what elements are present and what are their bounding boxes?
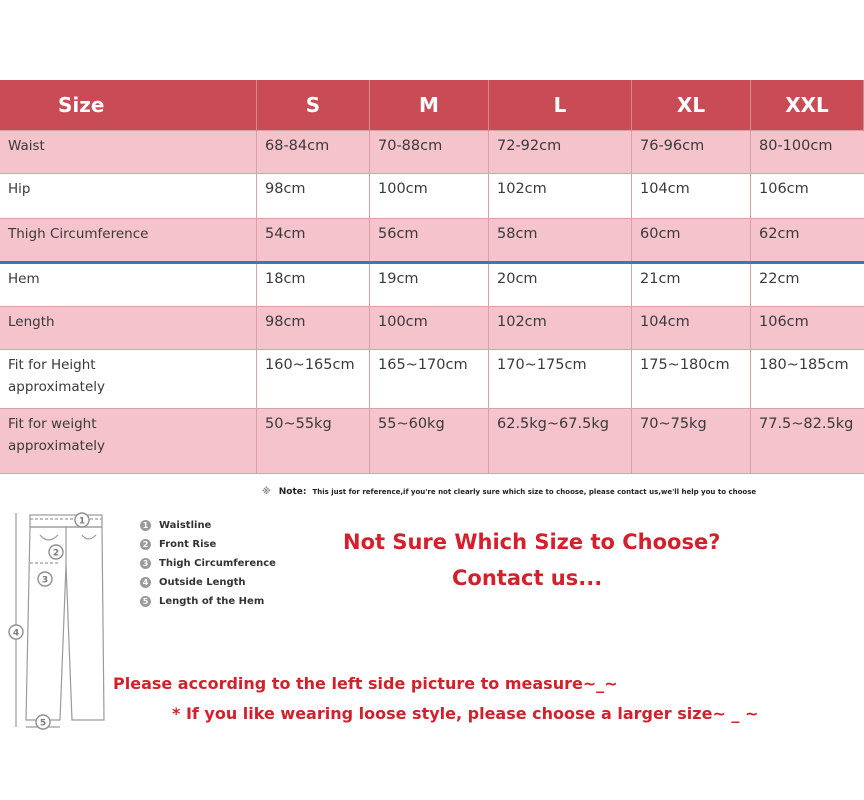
- row-label: Waist: [0, 131, 257, 174]
- legend-item-thigh: [140, 554, 276, 573]
- table-cell: 55~60kg: [370, 409, 489, 474]
- table-cell: 62.5kg~67.5kg: [489, 409, 632, 474]
- number-badge-icon: 2: [140, 539, 151, 550]
- table-cell: 102cm: [489, 307, 632, 350]
- table-row-thigh: [0, 219, 864, 263]
- number-badge-icon: 5: [140, 596, 151, 607]
- table-cell: 21cm: [632, 263, 751, 307]
- table-cell: 98cm: [257, 307, 370, 350]
- loose-style-tip: * If you like wearing loose style, please choose a larger size~ _ ~: [172, 704, 759, 723]
- number-badge-icon: 3: [140, 558, 151, 569]
- legend-item-waistline: [140, 516, 276, 535]
- marker-label: 1: [78, 516, 86, 527]
- reference-note: [262, 487, 802, 497]
- table-row-waist: [0, 131, 864, 174]
- table-cell: 68-84cm: [257, 131, 370, 174]
- table-cell: 106cm: [751, 307, 864, 350]
- row-label-line: approximately: [8, 438, 106, 454]
- table-row-height: [0, 350, 864, 409]
- table-cell: 70-88cm: [370, 131, 489, 174]
- note-mark-icon: ※: [262, 487, 271, 497]
- legend-item-front-rise: [140, 535, 276, 554]
- size-header-label: Size: [0, 80, 257, 131]
- row-label: Thigh Circumference: [0, 219, 257, 263]
- number-badge-icon: 1: [140, 520, 151, 531]
- table-cell: 76-96cm: [632, 131, 751, 174]
- marker-label: 2: [52, 548, 60, 559]
- table-cell: 70~75kg: [632, 409, 751, 474]
- table-row-hip: [0, 174, 864, 219]
- table-cell: 102cm: [489, 174, 632, 219]
- table-cell: 170~175cm: [489, 350, 632, 409]
- size-header-xl: XL: [632, 80, 751, 131]
- table-cell: 20cm: [489, 263, 632, 307]
- table-cell: 50~55kg: [257, 409, 370, 474]
- size-chart-table: [0, 80, 864, 474]
- table-cell: 98cm: [257, 174, 370, 219]
- note-text: This just for reference,if you're not clearly sure which size to choose, please contact us,we'll help you to choose: [312, 488, 757, 496]
- size-header-row: [0, 80, 864, 131]
- number-badge-icon: 4: [140, 577, 151, 588]
- table-cell: 72-92cm: [489, 131, 632, 174]
- row-label: [0, 350, 257, 409]
- table-row-length: [0, 307, 864, 350]
- table-cell: 104cm: [632, 307, 751, 350]
- table-cell: 100cm: [370, 307, 489, 350]
- table-cell: 160~165cm: [257, 350, 370, 409]
- table-cell: 62cm: [751, 219, 864, 263]
- row-label-line: approximately: [8, 379, 106, 395]
- table-cell: 18cm: [257, 263, 370, 307]
- table-cell: 77.5~82.5kg: [751, 409, 864, 474]
- row-label: Length: [0, 307, 257, 350]
- marker-label: 3: [41, 575, 49, 586]
- table-row-weight: [0, 409, 864, 474]
- row-label: Hip: [0, 174, 257, 219]
- size-header-m: M: [370, 80, 489, 131]
- measurement-legend: [140, 516, 276, 611]
- row-label-line: Fit for weight: [8, 416, 97, 432]
- table-cell: 180~185cm: [751, 350, 864, 409]
- legend-item-outside-length: [140, 573, 276, 592]
- table-cell: 60cm: [632, 219, 751, 263]
- size-header-xxl: XXL: [751, 80, 864, 131]
- row-label: Hem: [0, 263, 257, 307]
- size-help-headline: Not Sure Which Size to Choose?: [343, 530, 721, 554]
- table-cell: 54cm: [257, 219, 370, 263]
- table-cell: 175~180cm: [632, 350, 751, 409]
- legend-label: Outside Length: [159, 577, 246, 588]
- table-cell: 100cm: [370, 174, 489, 219]
- table-cell: 58cm: [489, 219, 632, 263]
- legend-label: Length of the Hem: [159, 596, 265, 607]
- legend-item-hem: [140, 592, 276, 611]
- pants-measurement-diagram: [0, 505, 120, 735]
- size-header-s: S: [257, 80, 370, 131]
- size-header-l: L: [489, 80, 632, 131]
- marker-label: 4: [12, 628, 20, 639]
- legend-label: Thigh Circumference: [159, 558, 276, 569]
- table-row-hem: [0, 263, 864, 307]
- table-cell: 56cm: [370, 219, 489, 263]
- row-label-line: Fit for Height: [8, 357, 96, 373]
- table-cell: 106cm: [751, 174, 864, 219]
- legend-label: Front Rise: [159, 539, 217, 550]
- contact-us-text: Contact us...: [452, 566, 603, 590]
- table-cell: 165~170cm: [370, 350, 489, 409]
- row-label: [0, 409, 257, 474]
- table-cell: 19cm: [370, 263, 489, 307]
- note-label: Note:: [278, 487, 307, 497]
- legend-label: Waistline: [159, 520, 212, 531]
- table-cell: 22cm: [751, 263, 864, 307]
- marker-label: 5: [39, 718, 47, 729]
- measure-instruction: Please according to the left side picture to measure~_~: [113, 674, 618, 693]
- table-cell: 104cm: [632, 174, 751, 219]
- table-cell: 80-100cm: [751, 131, 864, 174]
